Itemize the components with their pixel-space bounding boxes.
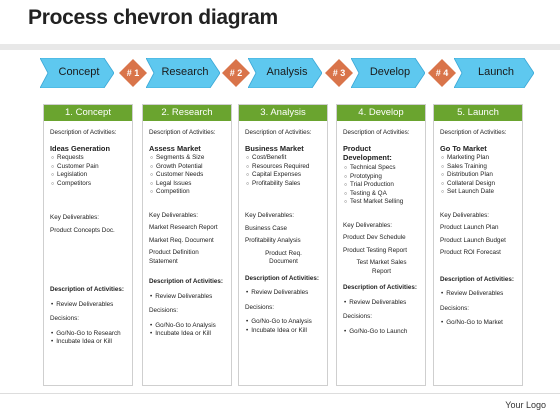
page-title: Process chevron diagram (28, 6, 278, 29)
decisions-label: Decisions: (343, 313, 373, 321)
deliverable-item: Market Research Report (149, 224, 218, 232)
list-item: ○ Customer Pain (59, 163, 127, 172)
deliverable-item: Product Launch Budget (440, 236, 506, 244)
diamond-label: # 1 (126, 68, 140, 78)
deliverable-item: Profitability Analysis (245, 237, 301, 245)
list-item: ○ Resources Required (254, 163, 322, 172)
activity-list (245, 154, 322, 188)
list-item: ○ Technical Specs (352, 164, 420, 173)
list-item: ○ Growth Potential (158, 163, 226, 172)
decisions-label: Decisions: (440, 304, 470, 312)
list-item: ○ Sales Training (449, 163, 517, 172)
chevron-label: Concept (58, 66, 100, 78)
decision-list (440, 319, 517, 328)
list-item: • Review Deliverables (254, 289, 322, 298)
activity-list (440, 154, 517, 197)
list-item: • Incubate Idea or Kill (158, 330, 226, 339)
diamond-label: # 4 (435, 68, 449, 78)
chevron-label: Launch (477, 66, 515, 78)
column-header: 2. Research (143, 105, 231, 121)
column-develop (336, 104, 426, 386)
deliverable-item: Product Definition Statement (149, 249, 199, 265)
column-launch (433, 104, 523, 386)
deliverable-item: Business Case (245, 224, 287, 232)
logo-placeholder: Your Logo (505, 400, 546, 410)
chevron-label: Analysis (266, 66, 308, 78)
description-label: Description of Activities: (343, 129, 410, 136)
list-item: ○ Legislation (59, 171, 127, 180)
section-title: Business Market (245, 143, 304, 153)
list-item: • Review Deliverables (449, 290, 517, 299)
chevron-concept[interactable] (40, 58, 114, 88)
deliverable-item: Product Req. Document (265, 249, 302, 266)
section-title: Go To Market (440, 143, 487, 153)
step-diamond-1 (119, 59, 147, 87)
decision-list (149, 322, 226, 339)
deliverable-item: Product Launch Plan (440, 224, 499, 232)
list-item: ○ Requests (59, 154, 127, 163)
review-list (440, 290, 517, 299)
deliverables-label: Key Deliverables: (343, 221, 392, 229)
deliverable-item: Market Req. Document (149, 236, 214, 244)
list-item: ○ Profitability Sales (254, 180, 322, 189)
section-title: Product Development: (343, 143, 392, 163)
list-item: ○ Marketing Plan (449, 154, 517, 163)
list-item: • Incubate Idea or Kill (59, 338, 127, 347)
diamond-label: # 2 (229, 68, 243, 78)
deliverable-item: Product Dev Schedule (343, 234, 406, 242)
list-item: ○ Trial Production (352, 181, 420, 190)
chevron-analysis[interactable] (248, 58, 322, 88)
list-item: ○ Cost/Benefit (254, 154, 322, 163)
deliverable-item: Product ROI Forecast (440, 249, 501, 257)
list-item: ○ Legal Issues (158, 180, 226, 189)
list-item: • Review Deliverables (352, 299, 420, 308)
decisions-label: Decisions: (149, 307, 179, 315)
description-label: Description of Activities: (245, 129, 312, 136)
deliverable-item: Product Concepts Doc. (50, 226, 115, 234)
description-label: Description of Activities: (50, 286, 124, 294)
review-list (50, 301, 127, 310)
deliverables-label: Key Deliverables: (50, 214, 99, 222)
description-label: Description of Activities: (440, 275, 514, 283)
deliverable-item: Product Testing Report (343, 246, 407, 254)
step-diamond-3 (325, 59, 353, 87)
list-item: • Incubate Idea or Kill (254, 327, 322, 336)
list-item: ○ Capital Expenses (254, 171, 322, 180)
decisions-label: Decisions: (245, 303, 275, 311)
description-label: Description of Activities: (149, 278, 223, 286)
column-analysis (238, 104, 328, 386)
column-concept (43, 104, 133, 386)
description-label: Description of Activities: (245, 274, 319, 282)
activity-list (149, 154, 226, 197)
decision-list (343, 328, 420, 337)
review-list (149, 293, 226, 302)
title-divider (0, 44, 560, 50)
column-header: 5. Launch (434, 105, 522, 121)
list-item: • Go/No-Go to Launch (352, 328, 420, 337)
column-header: 4. Develop (337, 105, 425, 121)
list-item: ○ Customer Needs (158, 171, 226, 180)
chevron-label: Develop (369, 66, 411, 78)
decisions-label: Decisions: (50, 315, 80, 323)
chevron-launch[interactable] (454, 58, 534, 88)
section-title: Ideas Generation (50, 143, 110, 153)
review-list (245, 289, 322, 298)
list-item: • Review Deliverables (158, 293, 226, 302)
column-research (142, 104, 232, 386)
decision-list (245, 318, 322, 335)
list-item: ○ Collateral Design (449, 180, 517, 189)
step-diamond-2 (222, 59, 250, 87)
column-header: 1. Concept (44, 105, 132, 121)
list-item: ○ Test Market Selling (352, 198, 420, 207)
list-item: ○ Competitors (59, 180, 127, 189)
description-label: Description of Activities: (149, 129, 216, 136)
diamond-label: # 3 (332, 68, 346, 78)
chevron-row (0, 58, 560, 92)
chevron-develop[interactable] (351, 58, 425, 88)
activity-list (50, 154, 127, 188)
list-item: ○ Testing & QA (352, 190, 420, 199)
chevron-label: Research (161, 66, 209, 78)
footer-divider (0, 393, 560, 394)
description-label: Description of Activities: (50, 129, 117, 136)
deliverables-label: Key Deliverables: (245, 212, 294, 220)
column-header: 3. Analysis (239, 105, 327, 121)
list-item: ○ Competition (158, 188, 226, 197)
section-title: Assess Market (149, 143, 201, 153)
list-item: • Go/No-Go to Research (59, 330, 127, 339)
step-diamond-4 (428, 59, 456, 87)
deliverable-item: Test Market Sales Report (356, 259, 407, 275)
list-item: ○ Prototyping (352, 173, 420, 182)
list-item: • Go/No-Go to Analysis (254, 318, 322, 327)
description-label: Description of Activities: (440, 129, 507, 136)
list-item: ○ Segments & Size (158, 154, 226, 163)
list-item: ○ Distribution Plan (449, 171, 517, 180)
deliverables-label: Key Deliverables: (149, 211, 198, 219)
description-label: Description of Activities: (343, 284, 417, 292)
list-item: • Go/No-Go to Analysis (158, 322, 226, 331)
decision-list (50, 330, 127, 347)
activity-list (343, 164, 420, 207)
chevron-research[interactable] (146, 58, 220, 88)
list-item: • Go/No-Go to Market (449, 319, 517, 328)
deliverables-label: Key Deliverables: (440, 211, 489, 219)
review-list (343, 299, 420, 308)
list-item: ○ Set Launch Date (449, 188, 517, 197)
list-item: • Review Deliverables (59, 301, 127, 310)
